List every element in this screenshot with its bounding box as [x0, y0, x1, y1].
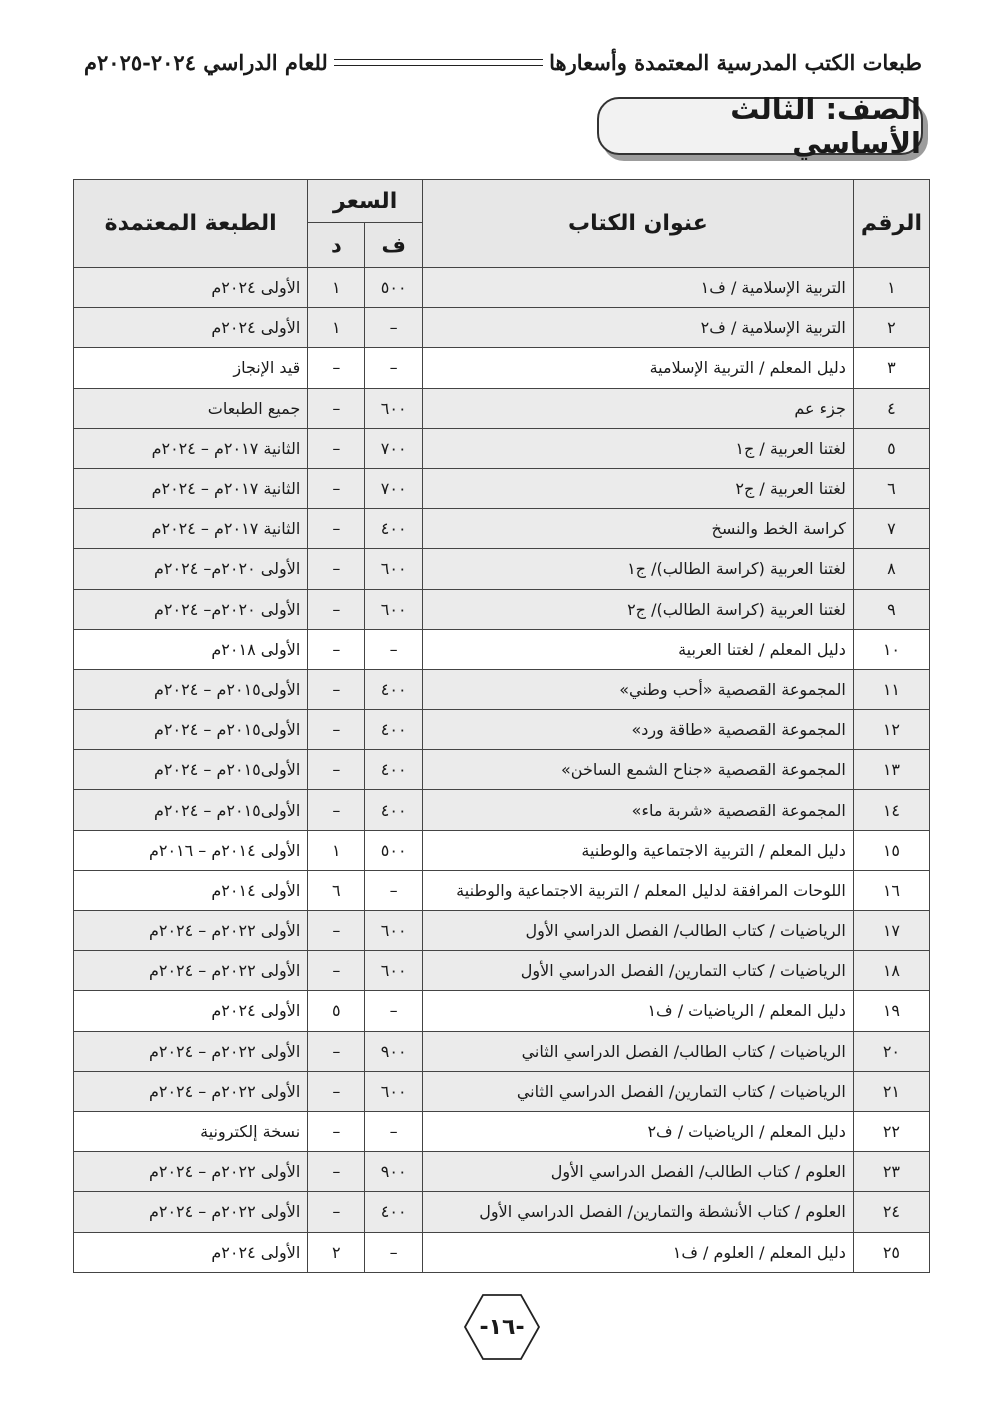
table-row	[74, 1152, 930, 1192]
price-fils-cell: –	[365, 308, 423, 348]
edition-cell: الأولى ٢٠٢٢م – ٢٠٢٤م	[74, 1192, 308, 1232]
price-fils-cell: ٤٠٠	[365, 790, 423, 830]
table-row	[74, 830, 930, 870]
edition-cell: الأولى ٢٠٢٤م	[74, 991, 308, 1031]
edition-cell: الأولى ٢٠٢٠م– ٢٠٢٤م	[74, 549, 308, 589]
row-number-cell: ١	[853, 268, 929, 308]
table-row	[74, 589, 930, 629]
row-number-cell: ٢٠	[853, 1031, 929, 1071]
row-number-cell: ١٨	[853, 951, 929, 991]
price-fils-cell: ٦٠٠	[365, 951, 423, 991]
header-title-column: عنوان الكتاب	[422, 180, 853, 268]
row-number-cell: ١٠	[853, 629, 929, 669]
edition-cell: جميع الطبعات	[74, 388, 308, 428]
price-fils-cell: –	[365, 1232, 423, 1272]
table-row	[74, 790, 930, 830]
book-title-cell: المجموعة القصصية «جناح الشمع الساخن»	[422, 750, 853, 790]
price-fils-cell: ٩٠٠	[365, 1152, 423, 1192]
book-title-cell: لغتنا العربية (كراسة الطالب)/ ج٢	[422, 589, 853, 629]
price-fils-cell: ٦٠٠	[365, 589, 423, 629]
table-row	[74, 549, 930, 589]
price-dinar-cell: –	[308, 468, 365, 508]
edition-cell: الأولى ٢٠٢٤م	[74, 308, 308, 348]
book-title-cell: لغتنا العربية / ج٢	[422, 468, 853, 508]
page-number: -١٦-	[479, 1314, 525, 1340]
price-dinar-cell: –	[308, 1031, 365, 1071]
header-edition: الطبعة المعتمدة	[74, 180, 308, 268]
edition-cell: الأولى ٢٠٢٢م – ٢٠٢٤م	[74, 951, 308, 991]
price-fils-cell: ٧٠٠	[365, 468, 423, 508]
grade-title: الصف: الثالث الأساسي	[597, 97, 923, 155]
row-number-cell: ١٦	[853, 870, 929, 910]
price-fils-cell: ٥٠٠	[365, 268, 423, 308]
table-row	[74, 750, 930, 790]
edition-cell: الأولى ٢٠٢٢م – ٢٠٢٤م	[74, 1031, 308, 1071]
price-fils-cell: ٤٠٠	[365, 1192, 423, 1232]
table-row	[74, 1111, 930, 1151]
header-dinar: د	[308, 223, 365, 268]
header-fils: ف	[365, 223, 423, 268]
edition-cell: الأولى٢٠١٥م – ٢٠٢٤م	[74, 750, 308, 790]
table-row	[74, 348, 930, 388]
edition-cell: الأولى٢٠١٥م – ٢٠٢٤م	[74, 790, 308, 830]
edition-cell: الأولى ٢٠٢٤م	[74, 1232, 308, 1272]
price-fils-cell: ٤٠٠	[365, 710, 423, 750]
price-fils-cell: ٧٠٠	[365, 428, 423, 468]
header-number: الرقم	[853, 180, 929, 268]
price-dinar-cell: –	[308, 951, 365, 991]
edition-cell: نسخة إلكترونية	[74, 1111, 308, 1151]
edition-cell: الأولى ٢٠٢٠م– ٢٠٢٤م	[74, 589, 308, 629]
price-dinar-cell: ٦	[308, 870, 365, 910]
edition-cell: الأولى٢٠١٥م – ٢٠٢٤م	[74, 669, 308, 709]
book-title-cell: التربية الإسلامية / ف١	[422, 268, 853, 308]
price-dinar-cell: ١	[308, 830, 365, 870]
edition-cell: الأولى ٢٠٢٢م – ٢٠٢٤م	[74, 911, 308, 951]
table-row	[74, 1192, 930, 1232]
row-number-cell: ٤	[853, 388, 929, 428]
book-title-cell: جزء عم	[422, 388, 853, 428]
table-row	[74, 870, 930, 910]
row-number-cell: ٣	[853, 348, 929, 388]
price-dinar-cell: –	[308, 629, 365, 669]
price-fils-cell: ٤٠٠	[365, 509, 423, 549]
price-dinar-cell: –	[308, 1071, 365, 1111]
price-dinar-cell: ١	[308, 268, 365, 308]
table-row	[74, 1071, 930, 1111]
header-year: للعام الدراسي ٢٠٢٤-٢٠٢٥م	[84, 49, 328, 75]
table-row	[74, 629, 930, 669]
row-number-cell: ٦	[853, 468, 929, 508]
row-number-cell: ١٩	[853, 991, 929, 1031]
row-number-cell: ١٣	[853, 750, 929, 790]
row-number-cell: ١٢	[853, 710, 929, 750]
table-row	[74, 951, 930, 991]
price-fils-cell: –	[365, 1111, 423, 1151]
row-number-cell: ٥	[853, 428, 929, 468]
header-price: السعر	[308, 180, 423, 223]
price-fils-cell: ٤٠٠	[365, 669, 423, 709]
header-title: طبعات الكتب المدرسية المعتمدة وأسعارها	[549, 49, 922, 75]
row-number-cell: ٢٤	[853, 1192, 929, 1232]
edition-cell: الأولى ٢٠٢٤م	[74, 268, 308, 308]
table-row	[74, 669, 930, 709]
price-fils-cell: ٩٠٠	[365, 1031, 423, 1071]
row-number-cell: ٨	[853, 549, 929, 589]
edition-cell: الثانية ٢٠١٧م – ٢٠٢٤م	[74, 509, 308, 549]
page-header	[84, 44, 922, 80]
price-dinar-cell: –	[308, 1192, 365, 1232]
book-title-cell: دليل المعلم / التربية الإسلامية	[422, 348, 853, 388]
table-row	[74, 991, 930, 1031]
edition-cell: الأولى٢٠١٥م – ٢٠٢٤م	[74, 710, 308, 750]
row-number-cell: ١٥	[853, 830, 929, 870]
edition-cell: الثانية ٢٠١٧م – ٢٠٢٤م	[74, 428, 308, 468]
price-dinar-cell: ٥	[308, 991, 365, 1031]
row-number-cell: ٢٢	[853, 1111, 929, 1151]
book-title-cell: التربية الإسلامية / ف٢	[422, 308, 853, 348]
price-fils-cell: –	[365, 870, 423, 910]
table-row	[74, 1031, 930, 1071]
price-dinar-cell: –	[308, 1152, 365, 1192]
price-fils-cell: ٦٠٠	[365, 388, 423, 428]
book-title-cell: الرياضيات / كتاب الطالب/ الفصل الدراسي الأول	[422, 911, 853, 951]
table-row	[74, 509, 930, 549]
edition-cell: الثانية ٢٠١٧م – ٢٠٢٤م	[74, 468, 308, 508]
edition-cell: الأولى ٢٠٢٢م – ٢٠٢٤م	[74, 1071, 308, 1111]
price-fils-cell: ٦٠٠	[365, 549, 423, 589]
book-title-cell: الرياضيات / كتاب الطالب/ الفصل الدراسي الثاني	[422, 1031, 853, 1071]
price-fils-cell: ٥٠٠	[365, 830, 423, 870]
price-dinar-cell: –	[308, 589, 365, 629]
price-fils-cell: –	[365, 629, 423, 669]
table-row	[74, 468, 930, 508]
table-row	[74, 428, 930, 468]
table-row	[74, 308, 930, 348]
table-row	[74, 388, 930, 428]
price-dinar-cell: –	[308, 428, 365, 468]
books-table	[73, 179, 930, 1273]
price-dinar-cell: ٢	[308, 1232, 365, 1272]
table-row	[74, 911, 930, 951]
edition-cell: الأولى ٢٠٢٢م – ٢٠٢٤م	[74, 1152, 308, 1192]
book-title-cell: المجموعة القصصية «أحب وطني»	[422, 669, 853, 709]
price-fils-cell: ٦٠٠	[365, 911, 423, 951]
price-fils-cell: ٤٠٠	[365, 750, 423, 790]
row-number-cell: ١٤	[853, 790, 929, 830]
row-number-cell: ٢٥	[853, 1232, 929, 1272]
book-title-cell: لغتنا العربية (كراسة الطالب)/ ج١	[422, 549, 853, 589]
row-number-cell: ٧	[853, 509, 929, 549]
price-dinar-cell: –	[308, 669, 365, 709]
row-number-cell: ١١	[853, 669, 929, 709]
book-title-cell: العلوم / كتاب الأنشطة والتمارين/ الفصل الدراسي الأول	[422, 1192, 853, 1232]
book-title-cell: كراسة الخط والنسخ	[422, 509, 853, 549]
book-title-cell: اللوحات المرافقة لدليل المعلم / التربية الاجتماعية والوطنية	[422, 870, 853, 910]
price-fils-cell: –	[365, 991, 423, 1031]
price-dinar-cell: –	[308, 750, 365, 790]
edition-cell: قيد الإنجاز	[74, 348, 308, 388]
price-dinar-cell: –	[308, 710, 365, 750]
price-dinar-cell: –	[308, 549, 365, 589]
price-dinar-cell: –	[308, 1111, 365, 1151]
price-dinar-cell: –	[308, 348, 365, 388]
book-title-cell: دليل المعلم / التربية الاجتماعية والوطنية	[422, 830, 853, 870]
book-title-cell: دليل المعلم / العلوم / ف١	[422, 1232, 853, 1272]
row-number-cell: ٢٣	[853, 1152, 929, 1192]
header-divider	[334, 59, 543, 66]
price-fils-cell: –	[365, 348, 423, 388]
row-number-cell: ٢١	[853, 1071, 929, 1111]
row-number-cell: ١٧	[853, 911, 929, 951]
price-dinar-cell: ١	[308, 308, 365, 348]
book-title-cell: دليل المعلم / الرياضيات / ف٢	[422, 1111, 853, 1151]
price-dinar-cell: –	[308, 911, 365, 951]
book-title-cell: الرياضيات / كتاب التمارين/ الفصل الدراسي الثاني	[422, 1071, 853, 1111]
book-title-cell: المجموعة القصصية «طاقة ورد»	[422, 710, 853, 750]
table-row	[74, 710, 930, 750]
edition-cell: الأولى ٢٠١٨م	[74, 629, 308, 669]
book-title-cell: لغتنا العربية / ج١	[422, 428, 853, 468]
row-number-cell: ٩	[853, 589, 929, 629]
book-title-cell: العلوم / كتاب الطالب/ الفصل الدراسي الأول	[422, 1152, 853, 1192]
table-body	[74, 268, 930, 1273]
price-dinar-cell: –	[308, 388, 365, 428]
book-title-cell: الرياضيات / كتاب التمارين/ الفصل الدراسي الأول	[422, 951, 853, 991]
price-dinar-cell: –	[308, 509, 365, 549]
table-row	[74, 1232, 930, 1272]
book-title-cell: المجموعة القصصية «شربة ماء»	[422, 790, 853, 830]
price-fils-cell: ٦٠٠	[365, 1071, 423, 1111]
book-title-cell: دليل المعلم / لغتنا العربية	[422, 629, 853, 669]
table-row	[74, 268, 930, 308]
book-title-cell: دليل المعلم / الرياضيات / ف١	[422, 991, 853, 1031]
edition-cell: الأولى ٢٠١٤م	[74, 870, 308, 910]
row-number-cell: ٢	[853, 308, 929, 348]
price-dinar-cell: –	[308, 790, 365, 830]
edition-cell: الأولى ٢٠١٤م – ٢٠١٦م	[74, 830, 308, 870]
